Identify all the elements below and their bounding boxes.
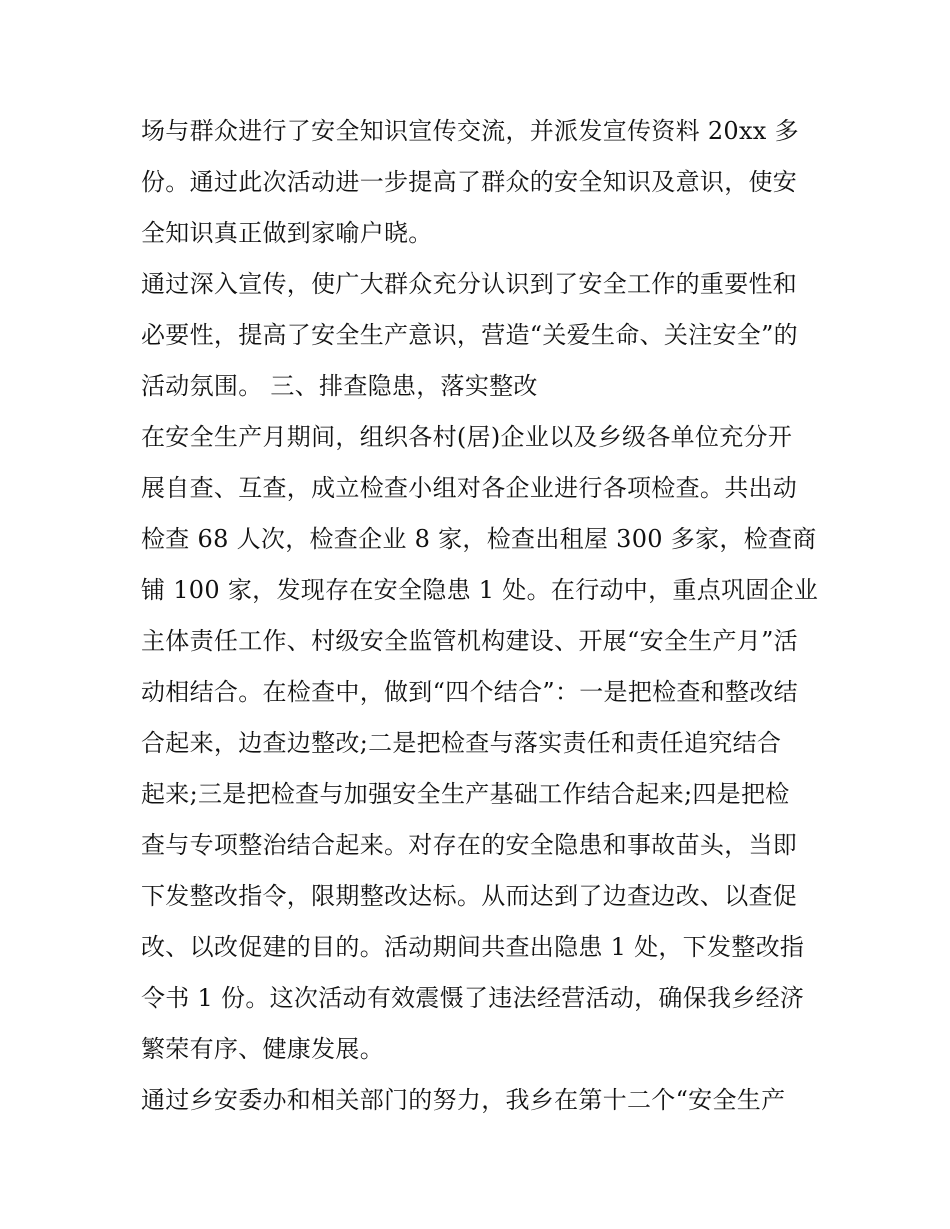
text-line: 在安全生产月期间，组织各村(居)企业以及乡级各单位充分开	[141, 423, 793, 451]
document-body	[141, 106, 821, 1126]
text-line: 份。通过此次活动进一步提高了群众的安全知识及意识，使安	[141, 168, 798, 196]
text-line: 通过深入宣传，使广大群众充分认识到了安全工作的重要性和	[141, 270, 798, 298]
text-line: 必要性，提高了安全生产意识，营造“关爱生命、关注安全”的	[141, 321, 798, 349]
text-line: 改、以改促建的目的。活动期间共查出隐患 1 处，下发整改指	[141, 933, 805, 961]
text-line: 合起来，边查边整改;二是把检查与落实责任和责任追究结合	[141, 729, 782, 757]
text-line: 查与专项整治结合起来。对存在的安全隐患和事故苗头，当即	[141, 831, 798, 859]
text-line: 全知识真正做到家喻户晓。	[141, 219, 433, 247]
text-line: 起来;三是把检查与加强安全生产基础工作结合起来;四是把检	[141, 780, 790, 808]
text-line: 通过乡安委办和相关部门的努力，我乡在第十二个“安全生产	[141, 1086, 786, 1114]
text-line: 主体责任工作、村级安全监管机构建设、开展“安全生产月”活	[141, 627, 798, 655]
text-line: 动相结合。在检查中，做到“四个结合”：一是把检查和整改结	[141, 678, 798, 706]
text-line: 场与群众进行了安全知识宣传交流，并派发宣传资料 20xx 多	[141, 117, 799, 145]
text-line: 展自查、互查，成立检查小组对各企业进行各项检查。共出动	[141, 474, 798, 502]
text-line: 活动氛围。 三、排查隐患，落实整改	[141, 372, 538, 400]
text-line: 令书 1 份。这次活动有效震慑了违法经营活动，确保我乡经济	[141, 984, 805, 1012]
text-line: 下发整改指令，限期整改达标。从而达到了边查边改、以查促	[141, 882, 798, 910]
text-line: 检查 68 人次，检查企业 8 家，检查出租屋 300 多家，检查商	[141, 525, 817, 553]
text-line: 繁荣有序、健康发展。	[141, 1035, 384, 1063]
text-line: 铺 100 家，发现存在安全隐患 1 处。在行动中，重点巩固企业	[141, 576, 819, 604]
